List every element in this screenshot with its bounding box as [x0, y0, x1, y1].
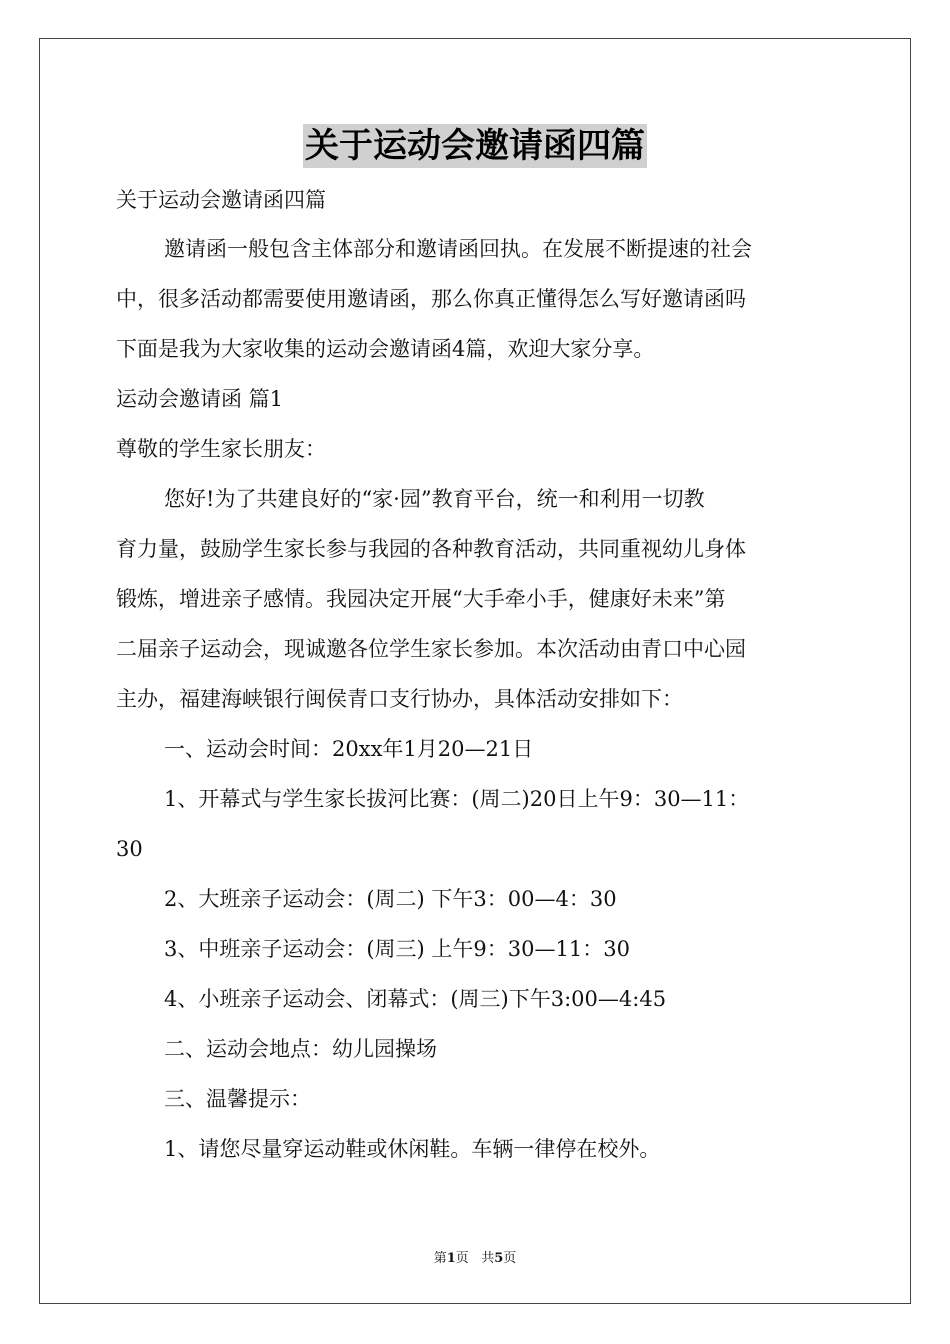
footer-page-suffix: 页 [455, 1251, 469, 1266]
schedule-item-2: 2、大班亲子运动会：(周二) 下午3：00—4：30 [164, 887, 617, 911]
schedule-item-1-cont: 30 [116, 837, 143, 861]
intro-line-2: 中，很多活动都需要使用邀请函，那么你真正懂得怎么写好邀请函吗 [116, 287, 746, 311]
footer-total-pages: 5 [494, 1251, 504, 1266]
body-line-5: 主办，福建海峡银行闽侯青口支行协办，具体活动安排如下： [116, 687, 683, 711]
footer-total-suffix: 页 [503, 1251, 517, 1266]
section-heading: 运动会邀请函 篇1 [116, 387, 284, 411]
document-subtitle: 关于运动会邀请函四篇 [116, 188, 326, 212]
footer-total-prefix: 共 [481, 1251, 495, 1266]
intro-line-1: 邀请函一般包含主体部分和邀请函回执。在发展不断提速的社会 [164, 237, 752, 261]
schedule-item-4: 4、小班亲子运动会、闭幕式：(周三)下午3:00—4:45 [164, 987, 667, 1011]
body-line-2: 育力量，鼓励学生家长参与我园的各种教育活动，共同重视幼儿身体 [116, 537, 746, 561]
schedule-item-3: 3、中班亲子运动会：(周三) 上午9：30—11：30 [164, 937, 630, 961]
title-container [0, 124, 950, 168]
body-line-4: 二届亲子运动会，现诚邀各位学生家长参加。本次活动由青口中心园 [116, 637, 746, 661]
tip-1: 1、请您尽量穿运动鞋或休闲鞋。车辆一律停在校外。 [164, 1137, 661, 1161]
schedule-item-1: 1、开幕式与学生家长拔河比赛：(周二)20日上午9：30—11： [164, 787, 750, 811]
time-heading: 一、运动会时间：20xx年1月20—21日 [164, 737, 534, 761]
page-border [39, 38, 911, 1304]
footer-prefix: 第 [433, 1251, 447, 1266]
footer-page-number: 1 [446, 1251, 456, 1266]
intro-line-3: 下面是我为大家收集的运动会邀请函4篇，欢迎大家分享。 [116, 337, 655, 361]
salutation: 尊敬的学生家长朋友： [116, 437, 326, 461]
document-title: 关于运动会邀请函四篇 [305, 126, 645, 166]
tips-heading: 三、温馨提示： [164, 1087, 311, 1111]
page-footer [0, 1247, 950, 1266]
venue-line: 二、运动会地点：幼儿园操场 [164, 1037, 437, 1061]
body-line-3: 锻炼，增进亲子感情。我园决定开展“大手牵小手，健康好未来”第 [116, 587, 726, 611]
body-line-1: 您好!为了共建良好的“家·园”教育平台，统一和利用一切教 [164, 487, 705, 511]
